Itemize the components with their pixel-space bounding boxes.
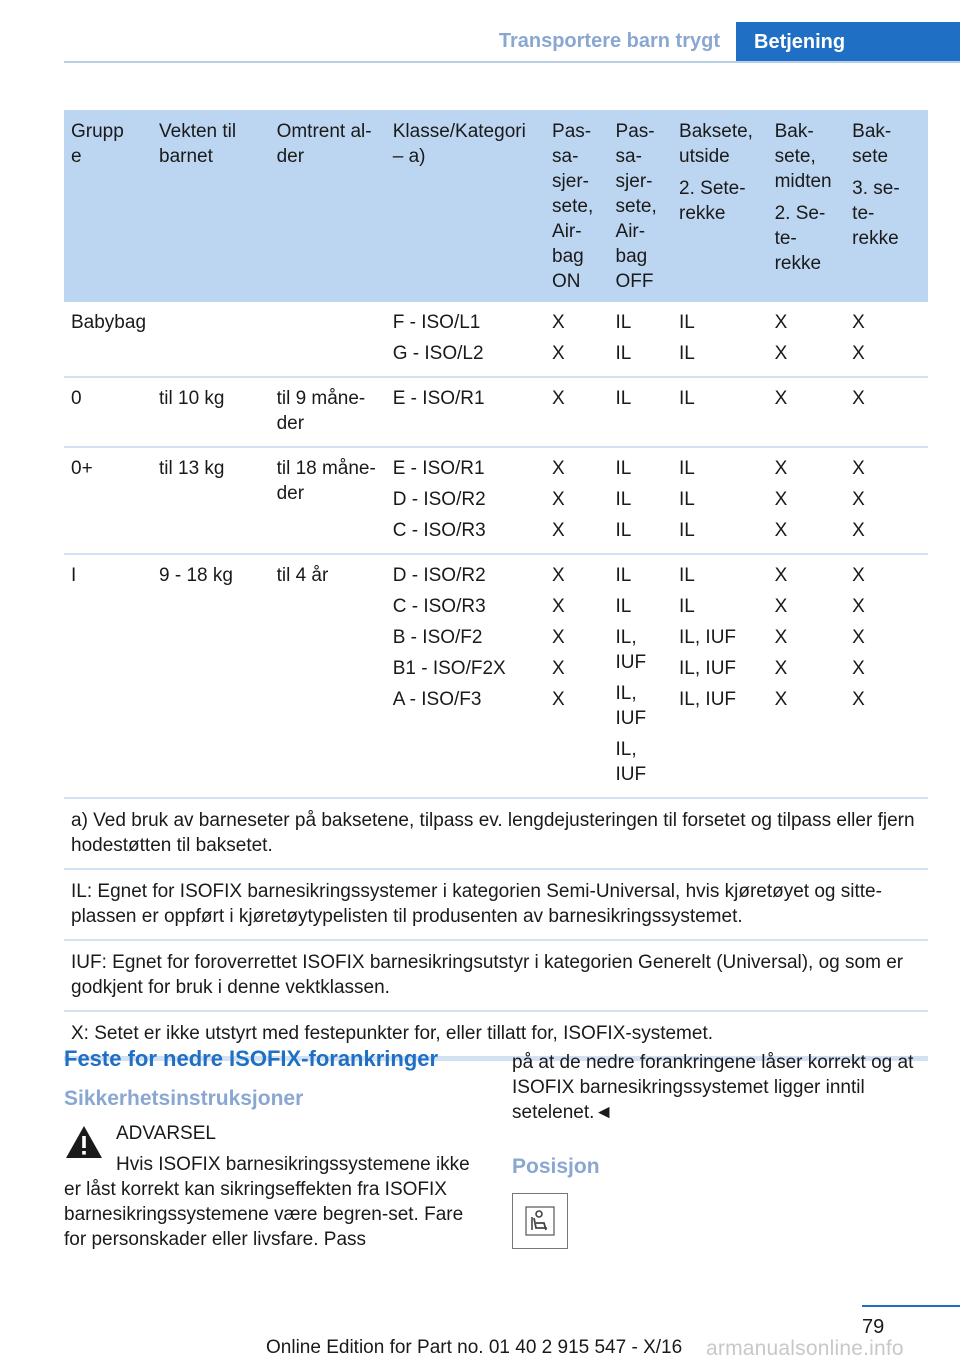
table-cell-rear-middle	[768, 302, 846, 377]
cell-value: X	[552, 458, 565, 479]
table-note: X: Setet er ikke utstyrt med festepunkter for, eller tillatt for, ISOFIX-systemet.	[64, 1011, 928, 1059]
table-cell-weight: til 13 kg	[152, 447, 270, 554]
child-seat-icon	[525, 1206, 555, 1236]
cell-value: X	[552, 565, 565, 586]
table-note-row	[64, 869, 928, 940]
header-text: midten	[774, 171, 832, 192]
header-text: OFF	[615, 271, 654, 292]
table-cell-group: 0	[64, 377, 152, 447]
cell-value: IL	[615, 343, 632, 364]
table-row	[64, 554, 928, 798]
table-cell-group: 0+	[64, 447, 152, 554]
table-cell-third-row	[845, 377, 928, 447]
cell-value: X	[552, 520, 565, 541]
header-text: sete,	[774, 146, 816, 167]
cell-value: E - ISO/R1	[392, 458, 485, 479]
cell-value: IL	[615, 458, 632, 479]
table-header-cell	[64, 110, 152, 302]
cell-value: C - ISO/R3	[392, 520, 486, 541]
header-rule	[64, 61, 960, 63]
cell-value: X	[852, 388, 865, 409]
safety-subheading: Sikkerhetsinstruksjoner	[64, 1087, 304, 1110]
cell-value: D - ISO/R2	[392, 489, 486, 510]
cell-value: X	[774, 312, 788, 333]
table-cell-classes	[386, 554, 545, 798]
cell-value: IL, IUF	[679, 658, 737, 679]
table-header-cell	[672, 110, 768, 302]
table-cell-rear-outer	[672, 447, 768, 554]
cell-value: X	[774, 565, 788, 586]
cell-value: X	[552, 388, 565, 409]
table-cell-third-row	[845, 302, 928, 377]
header-text: bag	[615, 246, 648, 267]
cell-value: IL	[615, 520, 632, 541]
position-subheading: Posisjon	[512, 1155, 600, 1178]
cell-value: X	[852, 458, 865, 479]
table-cell-group: I	[64, 554, 152, 798]
header-text: 2. Se-	[774, 203, 826, 224]
table-row	[64, 447, 928, 554]
running-header-chapter: Betjening	[736, 22, 960, 62]
cell-value: X	[552, 489, 565, 510]
footer-rule	[862, 1305, 960, 1307]
isofix-table	[64, 110, 928, 1061]
table-cell-classes	[386, 447, 545, 554]
table-cell-airbag-off	[609, 554, 673, 798]
cell-value: X	[774, 343, 788, 364]
cell-value: IL, IUF	[615, 627, 647, 673]
header-text: sjer-	[615, 171, 653, 192]
cell-value: IL	[615, 596, 632, 617]
table-header-cell	[386, 110, 545, 302]
table-row	[64, 302, 928, 377]
table-cell-classes	[386, 377, 545, 447]
cell-value: X	[852, 658, 865, 679]
table-cell-airbag-off	[609, 377, 673, 447]
cell-value: IL	[615, 388, 632, 409]
header-text: Grupp	[71, 121, 124, 142]
table-note-row	[64, 940, 928, 1011]
cell-value: X	[774, 689, 788, 710]
cell-value: X	[552, 312, 565, 333]
cell-value: B - ISO/F2	[392, 627, 483, 648]
cell-value: X	[852, 489, 865, 510]
edition-text: Online Edition for Part no. 01 40 2 915 547 - X/16	[266, 1337, 683, 1358]
cell-value: IL, IUF	[615, 739, 647, 785]
header-text: sete,	[615, 196, 657, 217]
cell-value: IL	[679, 343, 695, 364]
cell-value: IL	[679, 565, 695, 586]
cell-value: X	[852, 312, 865, 333]
cell-value: X	[774, 489, 788, 510]
section-heading: Feste for nedre ISOFIX-forankringer	[64, 1046, 439, 1071]
cell-value: X	[552, 627, 565, 648]
table-cell-weight: 9 - 18 kg	[152, 554, 270, 798]
table-cell-third-row	[845, 447, 928, 554]
table-note-row	[64, 798, 928, 869]
cell-value: X	[852, 565, 865, 586]
watermark: armanualsonline.info	[706, 1337, 904, 1360]
table-header-row	[64, 110, 928, 302]
header-text: te-	[774, 228, 797, 249]
header-text: Bak-	[852, 121, 892, 142]
header-text: rekke	[679, 203, 726, 224]
header-text: Pas-	[615, 121, 655, 142]
cell-value: C - ISO/R3	[392, 596, 486, 617]
header-text: Air-	[552, 221, 582, 242]
table-row	[64, 377, 928, 447]
header-text: Air-	[615, 221, 646, 242]
cell-value: X	[774, 658, 788, 679]
cell-value: X	[774, 520, 788, 541]
cell-value: X	[552, 689, 565, 710]
header-text: ON	[552, 271, 581, 292]
header-text: 3. se-	[852, 178, 900, 199]
table-cell-rear-middle	[768, 447, 846, 554]
cell-value: IL	[615, 489, 632, 510]
table-header-cell	[768, 110, 846, 302]
header-text: sete,	[552, 196, 594, 217]
cell-value: IL	[679, 312, 695, 333]
table-cell-age: til 18 måne-der	[270, 447, 386, 554]
cell-value: X	[852, 596, 865, 617]
table-cell-rear-outer	[672, 377, 768, 447]
cell-value: X	[774, 388, 788, 409]
cell-value: E - ISO/R1	[392, 388, 485, 409]
cell-value: X	[852, 343, 865, 364]
table-header-cell	[545, 110, 609, 302]
cell-value: IL	[679, 520, 695, 541]
table-cell-airbag-on	[545, 447, 609, 554]
cell-value: IL	[679, 489, 695, 510]
header-text: sa-	[552, 146, 579, 167]
cell-value: F - ISO/L1	[392, 312, 481, 333]
header-text: sa-	[615, 146, 642, 167]
header-text: Omtrent al-	[276, 121, 372, 142]
cell-value: IL	[615, 565, 632, 586]
table-cell-airbag-on	[545, 377, 609, 447]
left-column	[64, 1046, 478, 1252]
cell-value: IL	[679, 596, 695, 617]
warning-text: Hvis ISOFIX barnesikringssystemene ikke er låst korrekt kan sikringseffekten fra ISOFIX barnesikringssystemene være begren-set. Fare for personskader eller livsfare. Pass	[64, 1154, 470, 1250]
header-text: sjer-	[552, 171, 589, 192]
cell-value: A - ISO/F3	[392, 689, 482, 710]
table-header-cell	[609, 110, 673, 302]
table-header-cell	[270, 110, 386, 302]
warning-title: ADVARSEL	[116, 1123, 216, 1144]
warning-continued-text: på at de nedre forankringene låser korrekt og at ISOFIX barnesikringssystemet ligger inntil setelenet.◄	[512, 1052, 914, 1123]
table-cell-airbag-on	[545, 554, 609, 798]
header-text: 2. Sete-	[679, 178, 746, 199]
cell-value: X	[552, 596, 565, 617]
table-cell-age: til 9 måne-der	[270, 377, 386, 447]
cell-value: X	[852, 520, 865, 541]
header-text: Pas-	[552, 121, 592, 142]
table-cell-classes	[386, 302, 545, 377]
cell-value: IL	[615, 312, 632, 333]
header-text: te-	[852, 203, 875, 224]
table-note: a) Ved bruk av barneseter på baksetene, tilpass ev. lengdejusteringen til forsetet og tilpass eller fjern hodestøtten til baksetet.	[64, 798, 928, 869]
header-text: bag	[552, 246, 584, 267]
warning-block	[64, 1121, 478, 1252]
table-cell-group: Babybag	[64, 302, 152, 377]
header-text: Klasse/Kategori	[392, 121, 526, 142]
cell-value: X	[852, 627, 865, 648]
cell-value: X	[774, 458, 788, 479]
running-header-section: Transportere barn trygt	[498, 30, 720, 52]
header-text: e	[71, 146, 82, 167]
table-cell-weight: til 10 kg	[152, 377, 270, 447]
page-number: 79	[862, 1316, 885, 1338]
header-text: – a)	[392, 146, 426, 167]
table-note: IL: Egnet for ISOFIX barnesikringssystemer i kategorien Semi-Universal, hvis kjøretøyet og sitte-plassen er oppført i kjøretøytypelisten til produsenten av barnesikringssystemet.	[64, 869, 928, 940]
table-note: IUF: Egnet for foroverrettet ISOFIX barnesikringsutstyr i kategorien Generelt (Universal), og som er godkjent for bruk i denne vektklassen.	[64, 940, 928, 1011]
header-text: Bak-	[774, 121, 814, 142]
header-text: barnet	[159, 146, 213, 167]
right-column	[512, 1050, 928, 1249]
cell-value: X	[774, 627, 788, 648]
header-text: rekke	[852, 228, 899, 249]
table-cell-airbag-on	[545, 302, 609, 377]
header-text: Baksete,	[679, 121, 753, 142]
table-cell-airbag-off	[609, 302, 673, 377]
cell-value: X	[552, 658, 565, 679]
cell-value: IL, IUF	[615, 683, 647, 729]
table-cell-age	[270, 302, 386, 377]
cell-value: B1 - ISO/F2X	[392, 658, 506, 679]
header-text: der	[276, 146, 305, 167]
table-header-cell	[152, 110, 270, 302]
table-cell-rear-outer	[672, 302, 768, 377]
cell-value: X	[852, 689, 865, 710]
table-cell-rear-middle	[768, 554, 846, 798]
cell-value: D - ISO/R2	[392, 565, 486, 586]
position-symbol	[512, 1193, 568, 1249]
cell-value: IL	[679, 388, 695, 409]
cell-value: X	[774, 596, 788, 617]
table-cell-airbag-off	[609, 447, 673, 554]
table-cell-rear-middle	[768, 377, 846, 447]
cell-value: G - ISO/L2	[392, 343, 484, 364]
cell-value: IL	[679, 458, 695, 479]
table-cell-rear-outer	[672, 554, 768, 798]
table-cell-third-row	[845, 554, 928, 798]
cell-value: X	[552, 343, 565, 364]
header-text: Vekten til	[159, 121, 237, 142]
header-text: sete	[852, 146, 889, 167]
cell-value: IL, IUF	[679, 627, 737, 648]
table-header-cell	[845, 110, 928, 302]
table-cell-weight	[152, 302, 270, 377]
header-text: rekke	[774, 253, 822, 274]
warning-icon	[64, 1124, 104, 1160]
table-cell-age: til 4 år	[270, 554, 386, 798]
header-text: utside	[679, 146, 730, 167]
cell-value: IL, IUF	[679, 689, 737, 710]
